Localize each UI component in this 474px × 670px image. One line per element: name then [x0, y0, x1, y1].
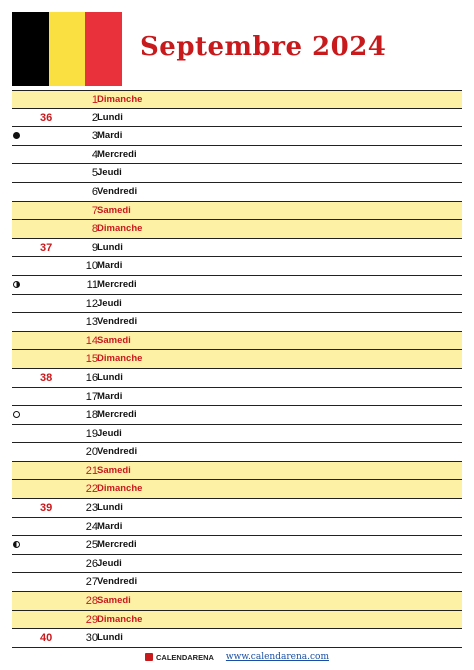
day-number: 17	[85, 390, 98, 403]
day-row	[12, 276, 462, 295]
day-number: 6	[91, 185, 98, 198]
footer	[0, 650, 474, 664]
day-name: Lundi	[97, 371, 123, 383]
day-row	[12, 425, 462, 444]
day-number: 21	[85, 464, 98, 477]
day-name: Mercredi	[97, 409, 137, 421]
day-row	[12, 90, 462, 109]
flag-stripe-yellow	[49, 12, 86, 86]
day-number: 8	[91, 223, 98, 236]
day-row	[12, 164, 462, 183]
day-number: 15	[85, 353, 98, 366]
day-name: Dimanche	[97, 353, 143, 365]
day-number: 25	[85, 539, 98, 552]
day-name: Dimanche	[97, 94, 143, 105]
day-row	[12, 480, 462, 499]
day-name: Mardi	[97, 260, 123, 272]
day-number: 14	[85, 334, 98, 347]
brand-logo	[145, 653, 214, 662]
day-row	[12, 257, 462, 276]
day-name: Samedi	[97, 204, 131, 216]
belgium-flag	[12, 12, 122, 86]
day-name: Jeudi	[97, 427, 122, 439]
day-number: 3	[91, 130, 98, 143]
day-name: Jeudi	[97, 167, 122, 179]
day-number: 5	[91, 167, 98, 180]
day-name: Mardi	[97, 390, 123, 402]
day-row	[12, 295, 462, 314]
day-number: 16	[85, 371, 98, 384]
day-name: Dimanche	[97, 223, 143, 235]
day-number: 20	[85, 446, 98, 459]
day-row	[12, 350, 462, 369]
brand-name: CALENDARENA	[155, 652, 214, 662]
day-name: Jeudi	[97, 557, 122, 569]
day-name: Mardi	[97, 520, 123, 532]
day-name: Jeudi	[97, 297, 122, 309]
day-number: 11	[86, 278, 98, 291]
day-row	[12, 555, 462, 574]
day-name: Samedi	[97, 464, 131, 476]
day-number: 13	[85, 316, 98, 329]
day-row	[12, 388, 462, 407]
day-row	[12, 332, 462, 351]
day-row	[12, 109, 462, 128]
day-row	[12, 146, 462, 165]
week-number: 38	[40, 371, 53, 384]
day-row	[12, 127, 462, 146]
day-row	[12, 518, 462, 537]
day-name: Dimanche	[97, 613, 143, 625]
day-number: 23	[85, 502, 98, 515]
day-number: 2	[91, 111, 98, 124]
website-link[interactable]: www.calendarena.com	[225, 652, 329, 662]
day-name: Mercredi	[97, 539, 137, 551]
day-row	[12, 573, 462, 592]
day-name: Mardi	[97, 130, 123, 142]
day-name: Mercredi	[97, 148, 137, 160]
day-name: Vendredi	[97, 576, 138, 588]
first-quarter-icon	[13, 281, 20, 288]
new-moon-icon	[13, 132, 20, 139]
day-row	[12, 611, 462, 630]
day-row	[12, 220, 462, 239]
day-name: Lundi	[97, 241, 123, 253]
day-row	[12, 406, 462, 425]
day-number: 26	[85, 557, 98, 570]
day-row	[12, 369, 462, 388]
day-name: Lundi	[97, 502, 123, 514]
day-number: 18	[85, 409, 98, 422]
calendar-grid	[12, 90, 462, 648]
week-number: 40	[40, 632, 53, 645]
day-name: Dimanche	[97, 483, 143, 495]
day-row	[12, 313, 462, 332]
day-name: Mercredi	[97, 278, 137, 290]
week-number: 39	[40, 502, 53, 515]
day-number: 29	[85, 613, 98, 626]
day-row	[12, 443, 462, 462]
day-row	[12, 629, 462, 648]
day-name: Samedi	[97, 334, 131, 346]
day-row	[12, 462, 462, 481]
day-name: Vendredi	[97, 316, 138, 328]
flag-stripe-red	[85, 12, 122, 86]
day-number: 27	[85, 576, 98, 589]
week-number: 36	[40, 111, 53, 124]
day-number: 12	[85, 297, 98, 310]
day-row	[12, 202, 462, 221]
calendar-icon	[145, 653, 153, 661]
day-number: 10	[85, 260, 98, 273]
day-name: Vendredi	[97, 185, 138, 197]
day-name: Samedi	[97, 595, 131, 607]
flag-stripe-black	[12, 12, 49, 86]
day-name: Vendredi	[97, 446, 138, 458]
day-row	[12, 183, 462, 202]
day-number: 19	[85, 427, 98, 440]
day-name: Lundi	[97, 111, 123, 123]
day-number: 24	[85, 520, 98, 533]
day-row	[12, 536, 462, 555]
week-number: 37	[40, 241, 53, 254]
last-quarter-icon	[13, 541, 20, 548]
day-name: Lundi	[97, 632, 123, 644]
day-number: 22	[85, 483, 98, 496]
full-moon-icon	[13, 411, 20, 418]
day-row	[12, 499, 462, 518]
day-number: 30	[85, 632, 98, 645]
day-number: 7	[91, 204, 98, 217]
day-row	[12, 239, 462, 258]
day-number: 9	[91, 241, 98, 254]
page-title: Septembre 2024	[140, 32, 387, 62]
day-number: 28	[85, 595, 98, 608]
day-row	[12, 592, 462, 611]
day-number: 1	[91, 94, 98, 106]
day-number: 4	[91, 148, 98, 161]
